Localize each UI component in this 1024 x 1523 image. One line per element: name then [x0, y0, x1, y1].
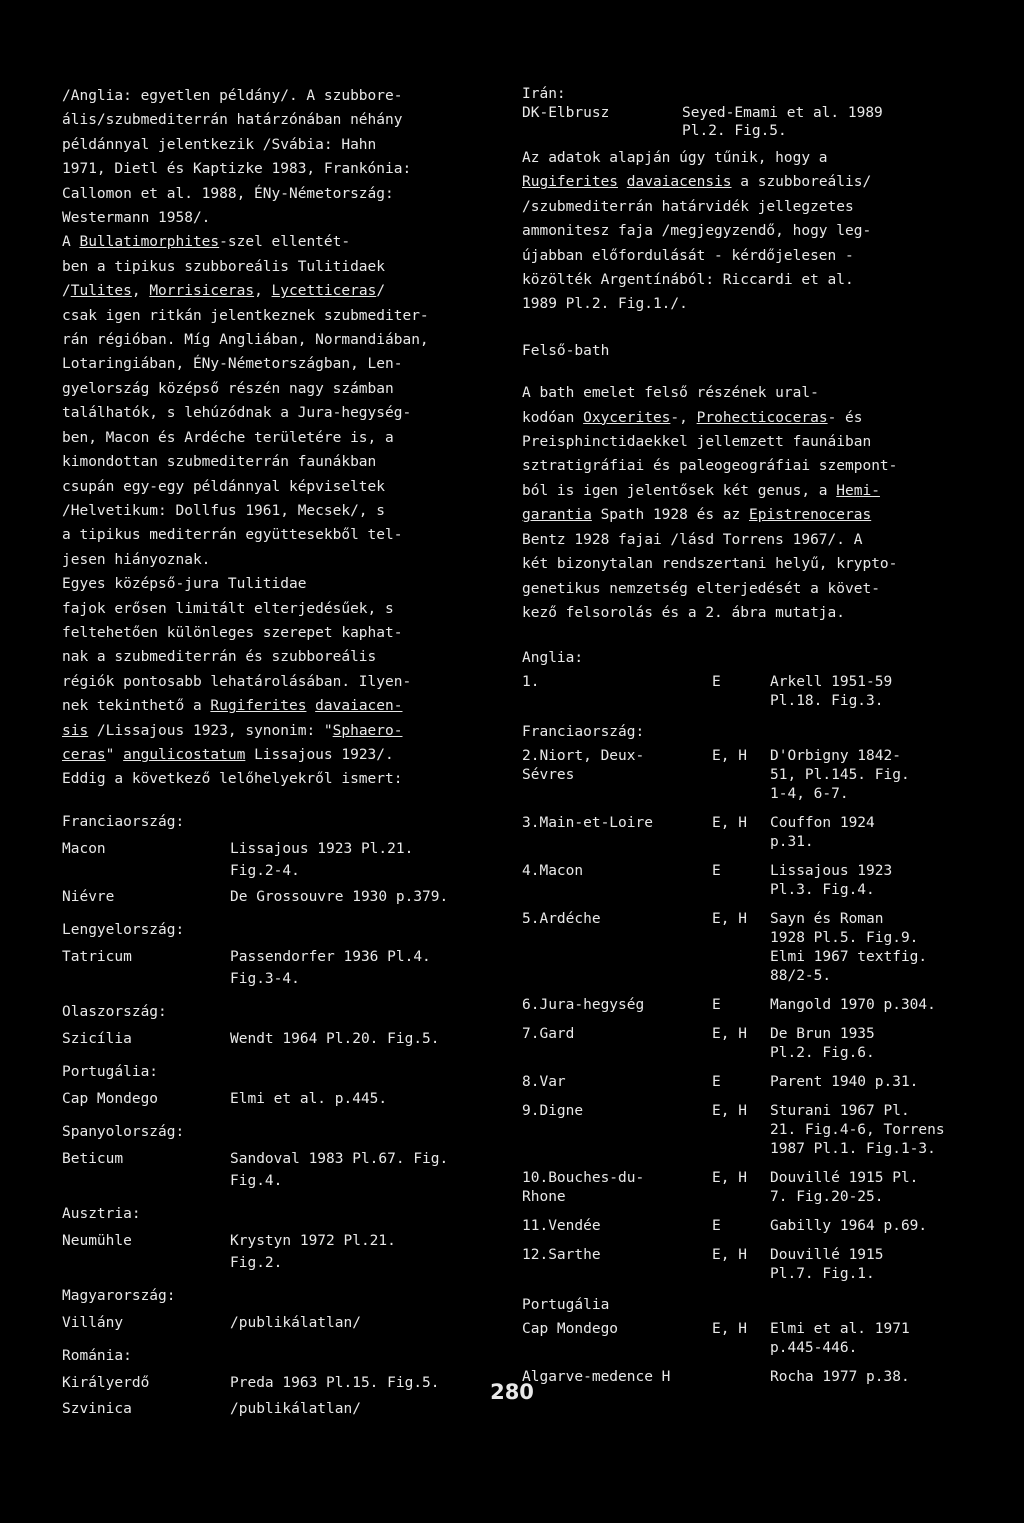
locality-reference: Sturani 1967 Pl. 21. Fig.4-6, Torrens 1987 Pl.1. Fig.1-3. — [770, 1103, 945, 1158]
locality-name: 6.Jura-hegység — [522, 997, 645, 1014]
locality-name: 9.Digne — [522, 1103, 584, 1120]
locality-reference: Elmi et al. 1971 p.445-446. — [770, 1321, 910, 1357]
locality-row — [62, 1312, 492, 1334]
locality-row — [62, 1148, 492, 1192]
locality-row — [62, 946, 492, 990]
locality-name: Macon — [62, 840, 106, 857]
country-heading: Franciaország: — [62, 813, 185, 830]
locality-name: DK-Elbrusz — [522, 105, 610, 121]
locality-name: Cap Mondego — [522, 1321, 619, 1338]
locality-reference: Seyed-Emami et al. 1989 Pl.2. Fig.5. — [682, 105, 883, 139]
left-paragraph-2: A Bullatimorphites-szel ellentét- ben a tipikus szubboreális Tulitidaek /Tulites, Morrisiceras, Lycetticeras/ csak igen ritkán jelentkeznek szubmediter- rán régióban. Míg Angliában, Normandiában, Lotaringiában, ÉNy-Németországban, Len- gyelország középső részén nagy számban találhatók, s lehúzódnak a Jura-hegység- ben, Macon és Ardéche területére is, a kimondottan szubmediterrán faunákban csupán egy-egy példánnyal képviseltek /Helvetikum: Dollfus 1961, Mecsek/, s a tipikus mediterrán együttesekből tel- jesen hiányoznak. — [62, 234, 429, 568]
locality-reference: Passendorfer 1936 Pl.4. Fig.3-4. — [230, 948, 431, 987]
locality-name: Szvinica — [62, 1400, 132, 1417]
locality-name: 12.Sarthe — [522, 1247, 601, 1264]
locality-name: Neumühle — [62, 1232, 132, 1249]
locality-row — [522, 910, 962, 986]
section-title: Felső-bath — [522, 342, 610, 359]
right-paragraph-2: A bath emelet felső részének ural- kodóan Oxycerites-, Prohecticoceras- és Preisphinctidaekkel jellemzett faunáiban sztratigráfiai és paleogeográfiai szempont- ból is igen jelentősek két genus, a Hemi- garantia Spath 1928 és az Epistrenoceras Bentz 1928 fajai /lásd Torrens 1967/. A két bizonytalan rendszertani helyű, krypto- genetikus nemzetség elterjedését a követ- kező felsorolás és a 2. ábra mutatja. — [522, 385, 898, 621]
locality-reference: Sandoval 1983 Pl.67. Fig. Fig.4. — [230, 1150, 449, 1189]
locality-row — [522, 1102, 962, 1159]
taxon-name: davaiacen- sis — [62, 698, 403, 739]
locality-row — [62, 1230, 492, 1274]
stage-code: E — [712, 997, 721, 1014]
locality-reference: Elmi et al. p.445. — [230, 1090, 388, 1107]
locality-reference: Parent 1940 p.31. — [770, 1074, 919, 1091]
taxon-name: Bullatimorphites — [79, 234, 220, 251]
right-paragraph-1: Az adatok alapján úgy tűnik, hogy a Rugiferites davaiacensis a szubboreális/ /szubmediterrán határvidék jellegzetes ammonitesz faja /megjegyzendő, hogy leg- újabban előfordulását - kérdőjelesen - közölték Argentínából: Riccardi et al. 1989 Pl.2. Fig.1./. — [522, 150, 872, 313]
country-heading: Portugália — [522, 1297, 610, 1314]
locality-name: Algarve-medence H — [522, 1369, 671, 1386]
locality-name: Szicília — [62, 1030, 132, 1047]
locality-reference: Mangold 1970 p.304. — [770, 997, 936, 1014]
locality-reference: Wendt 1964 Pl.20. Fig.5. — [230, 1030, 440, 1047]
locality-name: Cap Mondego — [62, 1090, 159, 1107]
stage-code: E — [712, 863, 721, 880]
francia-list — [522, 747, 962, 1284]
left-paragraph-1: /Anglia: egyetlen példány/. A szubbore- ális/szubmediterrán határzónában néhány példánnyal jelentkezik /Svábia: Hahn 1971, Dietl és Kaptizke 1983, Frankónia: Callomon et al. 1988, ÉNy-Németország: Westermann 1958/. — [62, 88, 412, 227]
stage-code: E, H — [712, 1026, 747, 1043]
locality-reference: Couffon 1924 p.31. — [770, 815, 875, 851]
country-heading: Olaszország: — [62, 1003, 167, 1020]
country-heading: Lengyelország: — [62, 921, 185, 938]
stage-code: E, H — [712, 1170, 747, 1187]
locality-name: 8.Var — [522, 1074, 566, 1091]
locality-name: 10.Bouches-du- Rhone — [522, 1170, 645, 1206]
locality-reference: Lissajous 1923 Pl.3. Fig.4. — [770, 863, 893, 899]
taxon-name: Oxycerites — [583, 409, 671, 426]
locality-reference: Rocha 1977 p.38. — [770, 1369, 910, 1386]
locality-reference: Douvillé 1915 Pl. 7. Fig.20-25. — [770, 1170, 919, 1206]
locality-reference: Krystyn 1972 Pl.21. Fig.2. — [230, 1232, 396, 1271]
stage-code: E, H — [712, 1103, 747, 1120]
stage-code: E, H — [712, 911, 747, 928]
country-heading: Románia: — [62, 1347, 132, 1364]
locality-name: 7.Gard — [522, 1026, 575, 1043]
locality-reference: Lissajous 1923 Pl.21. Fig.2-4. — [230, 840, 414, 879]
country-heading: Magyarország: — [62, 1287, 176, 1304]
stage-code: E — [712, 674, 721, 691]
locality-reference: D'Orbigny 1842- 51, Pl.145. Fig. 1-4, 6-7. — [770, 748, 910, 803]
stage-code: E, H — [712, 815, 747, 832]
stage-code: E — [712, 1218, 721, 1235]
locality-row — [522, 862, 962, 900]
left-column — [62, 84, 492, 1420]
taxon-name: Sphaero- ceras — [62, 722, 403, 763]
locality-name: 4.Macon — [522, 863, 584, 880]
locality-name: Villány — [62, 1314, 124, 1331]
locality-row — [522, 673, 962, 711]
taxon-name: Rugiferites — [210, 698, 307, 715]
stage-code: E, H — [712, 1247, 747, 1264]
locality-name: Királyerdő — [62, 1374, 150, 1391]
locality-reference: Douvillé 1915 Pl.7. Fig.1. — [770, 1247, 884, 1283]
locality-name: 11.Vendée — [522, 1218, 601, 1235]
portugalia-list — [522, 1320, 962, 1387]
locality-row — [522, 1025, 962, 1063]
country-heading: Irán: — [522, 86, 566, 102]
country-heading: Franciaország: — [522, 724, 645, 741]
stage-code: E — [712, 1074, 721, 1091]
locality-row — [522, 1169, 962, 1207]
locality-row — [522, 1073, 962, 1092]
taxon-name: Morrisiceras — [149, 283, 255, 300]
taxon-name: Epistrenoceras — [748, 507, 872, 524]
locality-name: 2.Niort, Deux- Sévres — [522, 748, 645, 784]
locality-name: Tatricum — [62, 948, 132, 965]
locality-row — [522, 814, 962, 852]
locality-row — [62, 886, 492, 908]
locality-reference: Sayn és Roman 1928 Pl.5. Fig.9. Elmi 1967 textfig. 88/2-5. — [770, 911, 928, 985]
locality-list — [62, 810, 492, 1420]
taxon-name: Prohecticoceras — [696, 409, 828, 426]
locality-reference: /publikálatlan/ — [230, 1400, 361, 1417]
locality-row — [522, 1217, 962, 1236]
locality-reference: Arkell 1951-59 Pl.18. Fig.3. — [770, 674, 893, 710]
left-paragraph-3: Egyes középső-jura Tulitidae fajok erősen limitált elterjedésűek, s feltehetően különleges szerepet kaphat- nak a szubmediterrán és szubboreális régiók pontosabb lehatárolásában. Ilyen- nek tekinthető a Rugiferites davaiacen- sis /Lissajous 1923, synonim: "Sphaero- ceras" angulicostatum Lissajous 1923/. Eddig a következő lelőhelyekről ismert: — [62, 576, 412, 788]
country-heading: Spanyolország: — [62, 1123, 185, 1140]
stage-code: E, H — [712, 1321, 747, 1338]
locality-name: 3.Main-et-Loire — [522, 815, 653, 832]
locality-row — [522, 747, 962, 804]
locality-row — [62, 838, 492, 882]
page-number: 280 — [490, 1380, 534, 1404]
locality-reference: /publikálatlan/ — [230, 1314, 361, 1331]
taxon-name: Hemi- garantia — [522, 482, 880, 524]
locality-row — [522, 1246, 962, 1284]
locality-reference: Preda 1963 Pl.15. Fig.5. — [230, 1374, 440, 1391]
taxon-name: angulicostatum — [123, 746, 246, 763]
locality-row — [522, 996, 962, 1015]
country-heading: Ausztria: — [62, 1205, 141, 1222]
country-heading: Anglia: — [522, 650, 584, 667]
locality-reference: Gabilly 1964 p.69. — [770, 1218, 928, 1235]
taxon-name: Rugiferites — [522, 174, 619, 191]
locality-row — [522, 1320, 962, 1358]
locality-row — [62, 1088, 492, 1110]
locality-name: Beticum — [62, 1150, 124, 1167]
right-column — [522, 84, 962, 1397]
taxon-name: davaiacensis — [626, 174, 732, 191]
country-heading: Portugália: — [62, 1063, 159, 1080]
locality-reference: De Brun 1935 Pl.2. Fig.6. — [770, 1026, 875, 1062]
locality-name: 5.Ardéche — [522, 911, 601, 928]
taxon-name: Lycetticeras — [271, 283, 377, 300]
anglia-list — [522, 673, 962, 711]
stage-code: E, H — [712, 748, 747, 765]
locality-name: Niévre — [62, 888, 115, 905]
taxon-name: Tulites — [70, 283, 132, 300]
locality-row — [62, 1028, 492, 1050]
locality-name: 1. — [522, 674, 540, 691]
locality-reference: De Grossouvre 1930 p.379. — [230, 888, 449, 905]
locality-row — [522, 104, 962, 140]
